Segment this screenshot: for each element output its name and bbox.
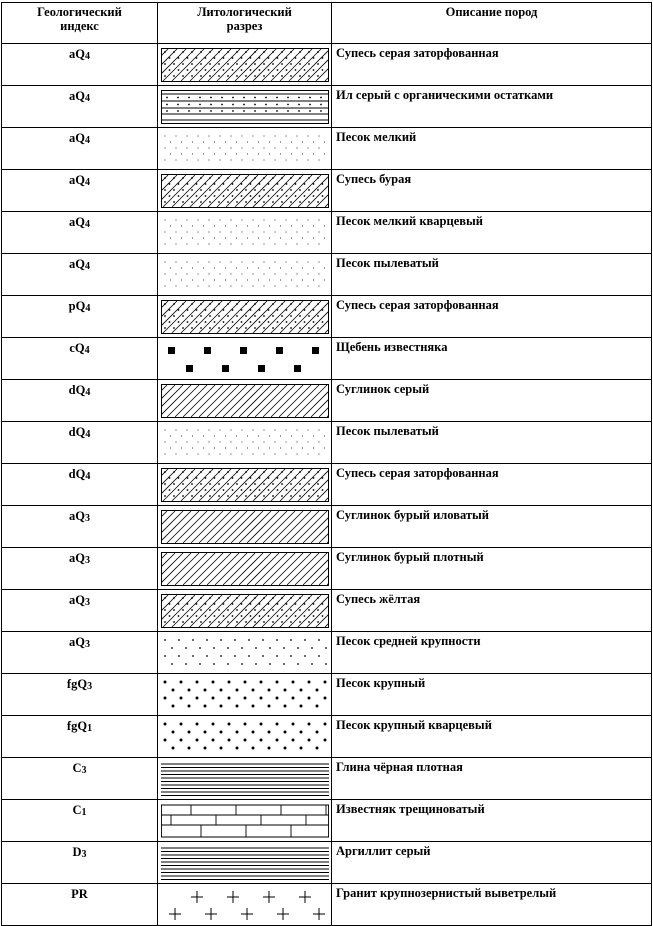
table-row: [2, 338, 652, 380]
index-prefix: aQ: [69, 131, 85, 145]
rock-description: Суглинок серый: [332, 380, 652, 422]
rock-description: Гранит крупнозернистый выветрелый: [332, 884, 652, 926]
lithology-pattern: [158, 44, 332, 86]
sand-fine-pattern: [161, 426, 329, 460]
header-section-line1: Литологический: [197, 5, 292, 19]
rock-description: Супесь серая заторфованная: [332, 296, 652, 338]
lithology-pattern: [158, 422, 332, 464]
lithology-pattern: [158, 86, 332, 128]
geological-index: [2, 674, 158, 716]
geological-index: [2, 884, 158, 926]
geological-index: [2, 170, 158, 212]
index-prefix: pQ: [68, 299, 86, 313]
lithology-pattern: [158, 464, 332, 506]
rock-description: Песок крупный: [332, 674, 652, 716]
table-row: [2, 758, 652, 800]
loam-pattern: [161, 552, 329, 586]
table-row: [2, 128, 652, 170]
index-prefix: aQ: [69, 257, 85, 271]
rock-description: Аргиллит серый: [332, 842, 652, 884]
rubble-pattern: [161, 342, 329, 376]
index-subscript: 4: [85, 471, 91, 482]
rock-description: Супесь жёлтая: [332, 590, 652, 632]
index-subscript: 4: [84, 93, 90, 104]
sandy-loam-pattern: [161, 468, 329, 502]
rock-description: Песок пылеватый: [332, 254, 652, 296]
table-row: [2, 296, 652, 338]
index-subscript: 4: [84, 261, 90, 272]
index-prefix: aQ: [69, 593, 85, 607]
sandy-loam-pattern: [161, 48, 329, 82]
geological-index: [2, 422, 158, 464]
geological-index: [2, 212, 158, 254]
lithology-pattern: [158, 674, 332, 716]
index-prefix: aQ: [69, 551, 85, 565]
table-row: [2, 716, 652, 758]
index-subscript: 1: [81, 807, 87, 818]
index-subscript: 4: [85, 387, 91, 398]
index-prefix: dQ: [68, 467, 86, 481]
geological-index: [2, 380, 158, 422]
lithology-pattern: [158, 128, 332, 170]
rock-description: Супесь серая заторфованная: [332, 464, 652, 506]
index-prefix: aQ: [69, 635, 85, 649]
index-subscript: 1: [87, 723, 93, 734]
geological-index: [2, 716, 158, 758]
geological-index: [2, 338, 158, 380]
geological-index: [2, 254, 158, 296]
table-row: [2, 632, 652, 674]
rock-description: Ил серый с органическими остатками: [332, 86, 652, 128]
lithology-pattern: [158, 842, 332, 884]
index-prefix: fgQ: [66, 719, 88, 733]
sandy-loam-pattern: [161, 174, 329, 208]
index-prefix: dQ: [68, 425, 86, 439]
table-row: [2, 842, 652, 884]
lithology-pattern: [158, 254, 332, 296]
header-index: [2, 3, 158, 44]
lithology-pattern: [158, 884, 332, 926]
sand-fine-pattern: [161, 132, 329, 166]
rock-description: Глина чёрная плотная: [332, 758, 652, 800]
table-row: [2, 674, 652, 716]
rock-description: Песок мелкий кварцевый: [332, 212, 652, 254]
index-subscript: 3: [87, 681, 93, 692]
clay-pattern: [161, 846, 329, 880]
lithology-pattern: [158, 716, 332, 758]
index-prefix: aQ: [69, 509, 85, 523]
header-section: [158, 3, 332, 44]
rock-description: Песок мелкий: [332, 128, 652, 170]
index-subscript: 3: [84, 513, 90, 524]
lithology-pattern: [158, 380, 332, 422]
table-row: [2, 44, 652, 86]
sand-coarse-pattern: [161, 678, 329, 712]
silt-pattern: [161, 90, 329, 124]
index-prefix: aQ: [69, 215, 85, 229]
legend-body: [2, 44, 652, 926]
geological-index: [2, 842, 158, 884]
geological-index: [2, 758, 158, 800]
lithology-pattern: [158, 170, 332, 212]
rock-description: Песок пылеватый: [332, 422, 652, 464]
index-subscript: 3: [81, 849, 87, 860]
table-row: [2, 506, 652, 548]
rock-description: Суглинок бурый иловатый: [332, 506, 652, 548]
index-subscript: 4: [85, 303, 91, 314]
header-section-line2: разрез: [226, 19, 263, 33]
sand-fine-pattern: [161, 216, 329, 250]
index-prefix: aQ: [69, 89, 85, 103]
geological-index: [2, 128, 158, 170]
geological-index: [2, 590, 158, 632]
table-row: [2, 548, 652, 590]
index-prefix: dQ: [68, 383, 86, 397]
sand-fine-pattern: [161, 258, 329, 292]
geological-index: [2, 296, 158, 338]
sand-coarse-pattern: [161, 720, 329, 754]
index-prefix: C: [72, 761, 82, 775]
sandy-loam-pattern: [161, 300, 329, 334]
index-subscript: 4: [84, 219, 90, 230]
header-row: [2, 3, 652, 44]
clay-pattern: [161, 762, 329, 796]
geological-index: [2, 44, 158, 86]
table-row: [2, 800, 652, 842]
lithology-pattern: [158, 296, 332, 338]
geological-index: [2, 548, 158, 590]
lithology-pattern: [158, 548, 332, 590]
index-subscript: 4: [84, 345, 90, 356]
lithology-pattern: [158, 758, 332, 800]
header-index-line2: индекс: [60, 19, 99, 33]
index-subscript: 4: [84, 177, 90, 188]
index-subscript: 3: [84, 597, 90, 608]
geological-index: [2, 464, 158, 506]
index-prefix: cQ: [69, 341, 85, 355]
lithology-legend-table: [1, 2, 652, 926]
table-row: [2, 464, 652, 506]
rock-description: Суглинок бурый плотный: [332, 548, 652, 590]
table-row: [2, 254, 652, 296]
sandy-loam-pattern: [161, 594, 329, 628]
index-subscript: 4: [84, 135, 90, 146]
index-prefix: fgQ: [66, 677, 88, 691]
sand-medium-pattern: [161, 636, 329, 670]
rock-description: Песок крупный кварцевый: [332, 716, 652, 758]
granite-pattern: [161, 888, 329, 922]
index-subscript: 4: [85, 429, 91, 440]
header-index-line1: Геологический: [37, 5, 122, 19]
index-subscript: 3: [84, 555, 90, 566]
loam-pattern: [161, 384, 329, 418]
table-row: [2, 422, 652, 464]
rock-description: Песок средней крупности: [332, 632, 652, 674]
limestone-pattern: [161, 804, 329, 838]
index-subscript: 3: [81, 765, 87, 776]
loam-pattern: [161, 510, 329, 544]
table-row: [2, 380, 652, 422]
index-prefix: PR: [71, 887, 88, 901]
lithology-pattern: [158, 800, 332, 842]
header-description: Описание пород: [332, 3, 652, 44]
geological-index: [2, 506, 158, 548]
lithology-pattern: [158, 506, 332, 548]
lithology-pattern: [158, 338, 332, 380]
geological-index: [2, 632, 158, 674]
index-subscript: 4: [84, 51, 90, 62]
index-prefix: aQ: [69, 47, 85, 61]
geological-index: [2, 800, 158, 842]
geological-index: [2, 86, 158, 128]
lithology-pattern: [158, 632, 332, 674]
index-subscript: 3: [84, 639, 90, 650]
lithology-pattern: [158, 212, 332, 254]
rock-description: Супесь серая заторфованная: [332, 44, 652, 86]
table-row: [2, 212, 652, 254]
table-row: [2, 170, 652, 212]
rock-description: Щебень известняка: [332, 338, 652, 380]
index-prefix: C: [72, 803, 82, 817]
index-prefix: D: [72, 845, 82, 859]
index-prefix: aQ: [69, 173, 85, 187]
table-row: [2, 590, 652, 632]
lithology-pattern: [158, 590, 332, 632]
table-row: [2, 884, 652, 926]
rock-description: Известняк трещиноватый: [332, 800, 652, 842]
rock-description: Супесь бурая: [332, 170, 652, 212]
table-row: [2, 86, 652, 128]
